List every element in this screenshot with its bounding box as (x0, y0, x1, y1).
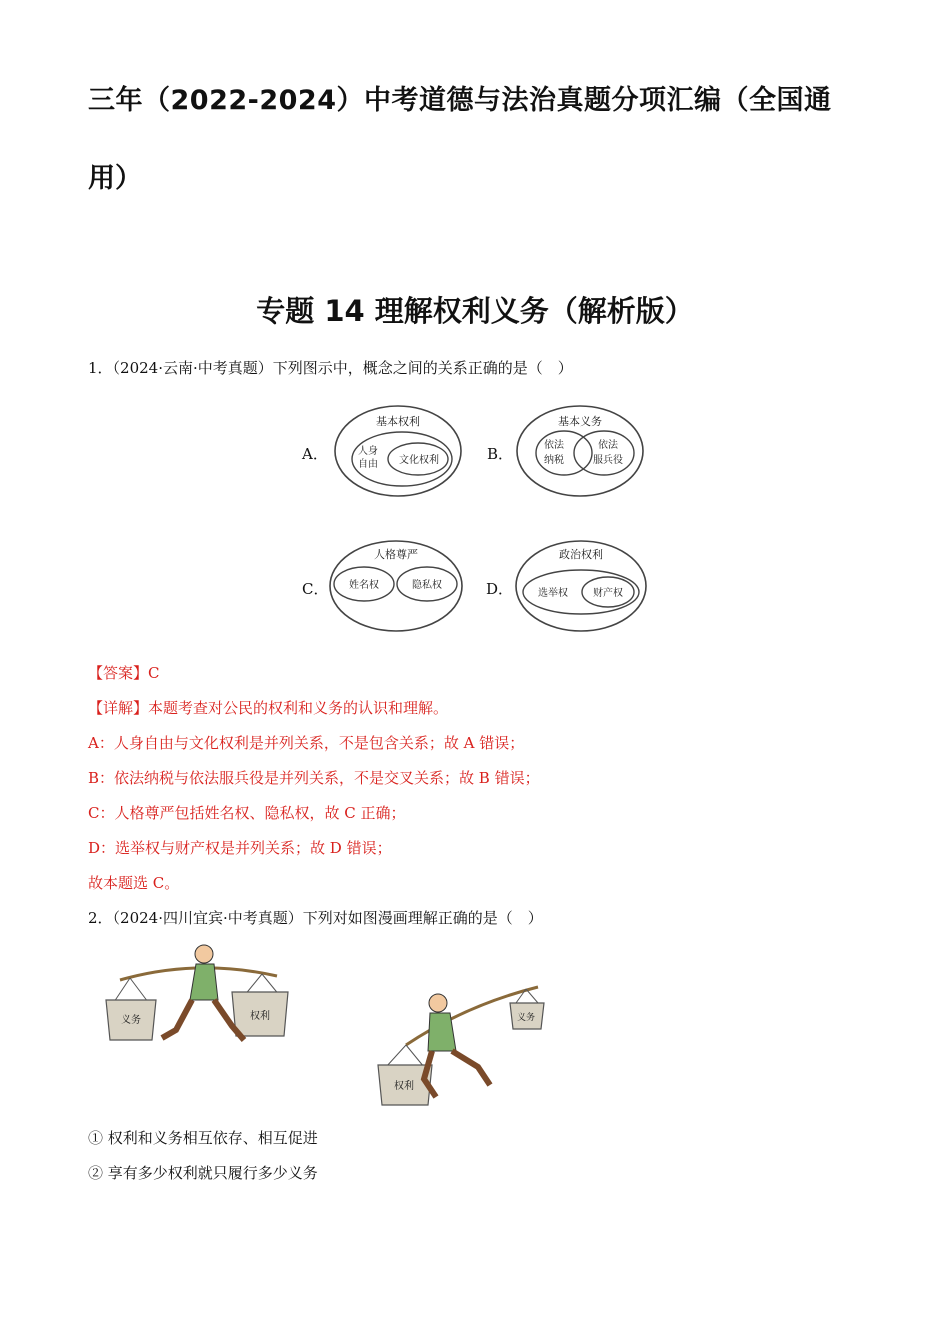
option-d-label: D． (486, 580, 514, 598)
explain-line: 【详解】本题考查对公民的权利和义务的认识和理解。 (88, 699, 449, 717)
basket-left-label: 义务 (121, 1015, 141, 1026)
explain-line: A：人身自由与文化权利是并列关系，不是包含关系；故 A 错误； (88, 734, 525, 752)
cartoon-balanced (92, 940, 302, 1065)
diagram-outer-label: 人格尊严 (374, 548, 418, 561)
basket-right-label: 权利 (250, 1011, 270, 1022)
document-title-line2: 用） (88, 163, 142, 194)
option-c-diagram (326, 538, 466, 634)
statement-item: ② 享有多少权利就只履行多少义务 (88, 1164, 318, 1182)
person-head (429, 994, 447, 1012)
diagram-inner2b-label: 服兵役 (593, 455, 623, 466)
basket-small-label: 义务 (516, 1013, 536, 1023)
person-leg-right (452, 1051, 490, 1085)
diagram-inner1-label: 依法 (544, 440, 564, 451)
person-head (195, 945, 213, 963)
diagram-inner1-label: 姓名权 (349, 580, 379, 591)
answer: 【答案】C (88, 664, 160, 682)
topic-heading: 专题 14 理解权利义务（解析版） (256, 294, 694, 328)
diagram-outer-label: 基本权利 (376, 415, 420, 428)
explain-line: B：依法纳税与依法服兵役是并列关系，不是交叉关系；故 B 错误； (88, 769, 540, 787)
diagram-inner1-label: 选举权 (538, 588, 568, 599)
explain-line: C：人格尊严包括姓名权、隐私权，故 C 正确； (88, 804, 406, 822)
diagram-outer-label: 政治权利 (559, 548, 603, 561)
diagram-inner2-label: 文化权利 (399, 455, 439, 466)
statement-item: ① 权利和义务相互依存、相互促进 (88, 1129, 318, 1147)
question-2-stem: 2．（2024·四川宜宾·中考真题）下列对如图漫画理解正确的是（ ） (88, 909, 543, 927)
document-title-line1: 三年（2022-2024）中考道德与法治真题分项汇编（全国通 (88, 85, 832, 116)
diagram-inner1b-label: 纳税 (544, 455, 564, 466)
diagram-inner1-label: 人身 (358, 446, 378, 457)
diagram-inner2-label: 依法 (598, 440, 618, 451)
option-c-label: C． (302, 580, 329, 598)
diagram-inner2-label: 隐私权 (412, 580, 442, 591)
diagram-outer-label: 基本义务 (558, 415, 602, 428)
cartoon-unbalanced (366, 975, 556, 1110)
diagram-inner1b-label: 自由 (358, 459, 378, 470)
explain-line: D：选举权与财产权是并列关系；故 D 错误； (88, 839, 392, 857)
explain-line: 故本题选 C。 (88, 874, 180, 892)
question-1-stem: 1．（2024·云南·中考真题）下列图示中，概念之间的关系正确的是（ ） (88, 359, 573, 377)
option-b-label: B． (487, 445, 514, 463)
right-circle (574, 431, 634, 475)
option-a-label: A． (302, 445, 328, 463)
person-leg-left (162, 1000, 192, 1038)
option-b-diagram (514, 403, 646, 499)
diagram-inner2-label: 财产权 (593, 588, 623, 599)
option-d-diagram (512, 538, 650, 634)
basket-big-label: 权利 (394, 1081, 414, 1092)
option-a-diagram (332, 403, 464, 499)
